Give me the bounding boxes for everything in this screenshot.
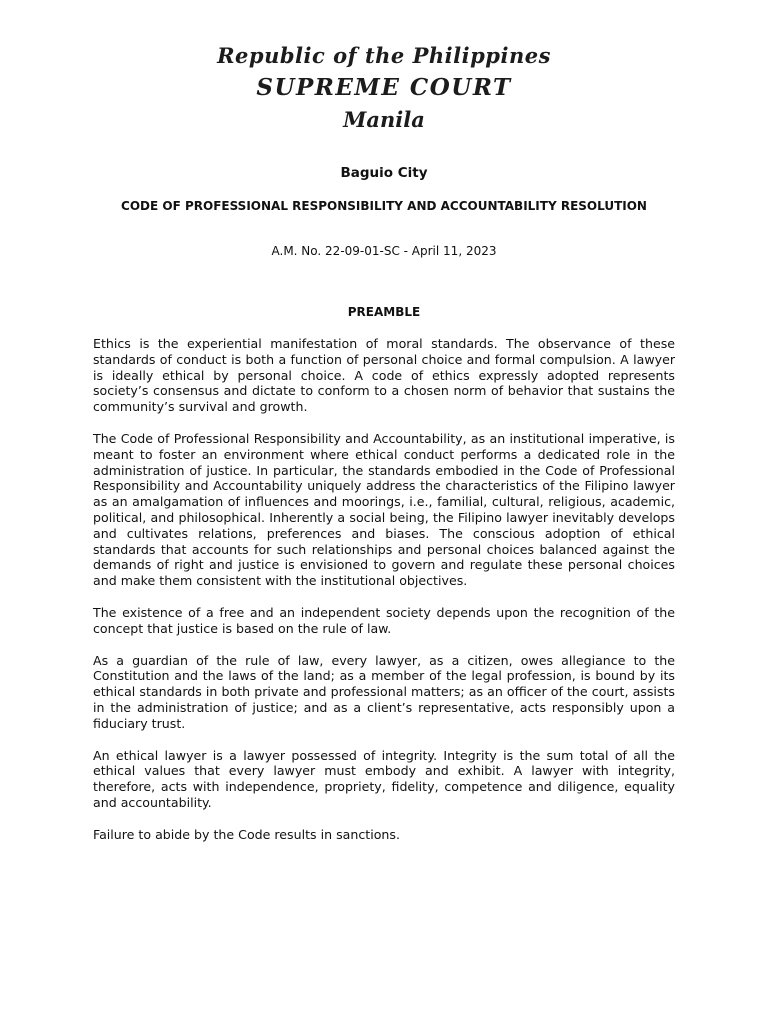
letterhead-court: SUPREME COURT — [256, 74, 512, 101]
letterhead-republic: Republic of the Philippines — [217, 43, 551, 68]
document-title: CODE OF PROFESSIONAL RESPONSIBILITY AND ACCOUNTABILITY RESOLUTION — [121, 199, 647, 213]
paragraph: The Code of Professional Responsibility and Accountability, as an institutional imperative, is meant to foster an environment where ethical conduct performs a dedicated role in the administration of justice. In particular, the standards embodied in the Code of Professional Responsibility and Accountability uniquely address the characteristics of the Filipino lawyer as an amalgamation of influences and moorings, i.e., familial, cultural, religious, academic, political, and philosophical. Inherently a social being, the Filipino lawyer inevitably develops and cultivates relations, preferences and biases. The conscious adoption of ethical standards that accounts for such relationships and personal choices balanced against the demands of right and justice is envisioned to govern and regulate these personal choices and make them consistent with the institutional objectives. — [93, 430, 675, 589]
letterhead — [0, 40, 768, 136]
paragraph: An ethical lawyer is a lawyer possessed of integrity. Integrity is the sum total of all the ethical values that every lawyer must embody and exhibit. A lawyer with integrity, therefore, acts with independence, propriety, fidelity, competence and diligence, equality and accountability. — [93, 747, 675, 810]
paragraph: Ethics is the experiential manifestation of moral standards. The observance of these standards of conduct is both a function of personal choice and formal compulsion. A lawyer is ideally ethical by personal choice. A code of ethics expressly adopted represents society’s consensus and dictate to conform to a chosen norm of behavior that sustains the community’s survival and growth. — [93, 336, 675, 415]
letterhead-city: Manila — [343, 107, 425, 132]
paragraph: Failure to abide by the Code results in sanctions. — [93, 826, 400, 842]
preamble-body — [93, 336, 675, 859]
section-heading: PREAMBLE — [347, 305, 421, 319]
document-location: Baguio City — [340, 165, 428, 181]
paragraph: The existence of a free and an independent society depends upon the recognition of the concept that justice is based on the rule of law. — [93, 604, 675, 636]
paragraph: As a guardian of the rule of law, every lawyer, as a citizen, owes allegiance to the Constitution and the laws of the land; as a member of the legal profession, is bound by its ethical standards in both private and professional matters; as an officer of the court, assists in the administration of justice; and as a client’s representative, acts responsibly upon a fiduciary trust. — [93, 652, 675, 731]
document-reference: A.M. No. 22-09-01-SC - April 11, 2023 — [271, 244, 497, 258]
